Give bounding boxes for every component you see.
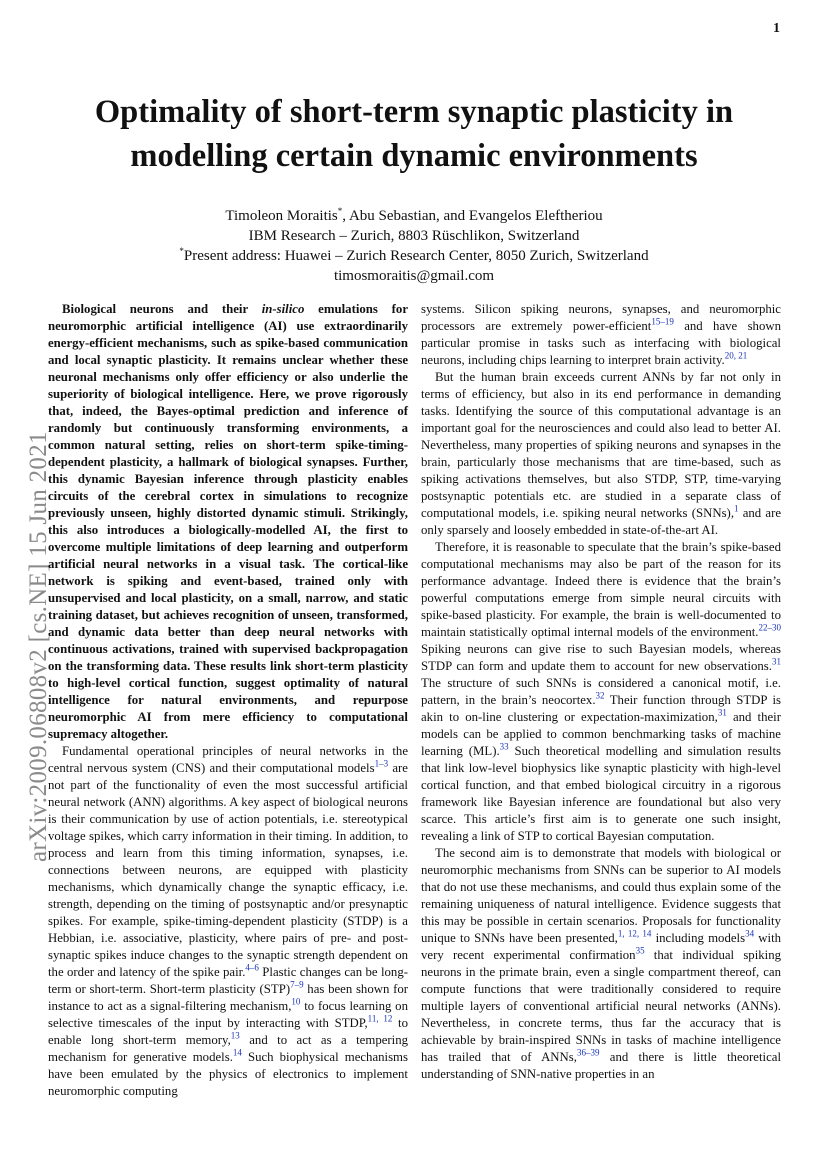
body-paragraph: But the human brain exceeds current ANNs by far not only in terms of efficiency, but also in its end performance in demanding tasks. Identifying the source of this computational advantage is an important goal for the neurosciences and could also lead to better AI. Nevertheless, many properties of spiking neurons and synapses in the brain, particularly those mechanisms that are time-based, such as spiking activations themselves, but also STDP, STP, time-varying postsynaptic potentials etc. are studied in a separate class of computational models, i.e. spiking neural networks (SNNs),$^1$ and are only sparsely and loosely embedded in state-of-the-art AI. <box>421 370 782 537</box>
citation[interactable]: 35 <box>635 945 645 956</box>
citation[interactable]: 22–30 <box>758 622 781 633</box>
body-paragraph: The second aim is to demonstrate that models with biological or neuromorphic mechanisms from SNNs can be superior to AI models that do not use these mechanisms, and could thus explain some of the remaining uniqueness of natural intelligence. Evidence suggests that this may be possible in certain scenarios. Proposals for functionality unique to SNNs have been presented,$^{1, 12, 14}$ including models$^{34}$ with very recent experimental confirmation$^{35}$ that individual spiking neurons in the primate brain, even a single compartment thereof, can compute functions that were traditionally considered to require multiple layers of conventional artificial neural networks (ANNs). Nevertheless, in concrete terms, thus far the accuracy that is achievable by brain-inspired SNNs in tasks of machine intelligence has trailed that of ANNs,$^{36-39}$ and there is little theoretical understanding of SNN-native properties in an <box>421 846 782 1081</box>
arxiv-side-stamp: arXiv:2009.06808v2 [cs.NE] 15 Jun 2021 <box>25 431 52 862</box>
author-footnote-star: * <box>337 206 343 216</box>
author-block <box>60 206 768 286</box>
abstract-italic: in-silico <box>261 302 305 316</box>
citation[interactable]: 36–39 <box>576 1047 600 1058</box>
title-line-2: modelling certain dynamic environments <box>130 138 698 174</box>
body-paragraph-continued: systems. Silicon spiking neurons, synapses, and neuromorphic processors are extremely power-efficient$^{15-19}$ and have shown particular promise in tasks such as interfacing with biological neurons, including chips learning to interpret brain activity.$^{20, 21}$ <box>421 302 781 367</box>
author-affiliation: IBM Research – Zurich, 8803 Rüschlikon, Switzerland <box>248 228 580 244</box>
author-names: Timoleon Moraitis*, Abu Sebastian, and Evangelos Eleftheriou <box>225 206 603 224</box>
page-number: 1 <box>773 21 780 36</box>
citation[interactable]: 13 <box>230 1030 240 1041</box>
citation[interactable]: 4–6 <box>245 962 259 973</box>
citation[interactable]: 1 <box>734 503 739 514</box>
abstract: Biological neurons and their in-silico emulations for neuromorphic artificial intelligence (AI) use extraordinarily energy-efficient mechanisms, such as spike-based communication and local synaptic plasticity. It remains unclear whether these neuronal mechanisms only offer efficiency or also underlie the superiority of biological intelligence. Here, we prove rigorously that, indeed, the Bayes-optimal prediction and inference of randomly but continuously transforming environments, a common natural setting, relies on short-term spike-timing-dependent plasticity, a hallmark of biological synapses. Further, this dynamic Bayesian inference through plasticity enables circuits of the cerebral cortex in simulations to recognize previously unseen, highly distorted dynamic stimuli. Strikingly, this also introduces a biologically-modelled AI, the first to overcome multiple limitations of deep learning and outperform artificial neural networks in a visual task. The cortical-like network is spiking and event-based, trained only with unsupervised and local plasticity, on a small, narrow, and static training dataset, but achieves recognition of unseen, transformed, and dynamic data better than deep neural networks with continuous activations, trained with supervised backpropagation on the transforming data. These results link short-term plasticity to high-level cortical function, suggest optimality of natural intelligence for natural environments, and repurpose neuromorphic AI from mere efficiency to computational supremacy altogether. <box>48 302 408 741</box>
citation[interactable]: 31 <box>772 656 781 667</box>
present-address: *Present address: Huawei – Zurich Research Center, 8050 Zurich, Switzerland <box>179 246 649 264</box>
citation[interactable]: 1–3 <box>374 758 389 769</box>
citation[interactable]: 11, 12 <box>367 1013 393 1024</box>
paper-title <box>40 90 788 178</box>
citation[interactable]: 34 <box>745 928 755 939</box>
citation[interactable]: 31 <box>717 707 727 718</box>
citation[interactable]: 33 <box>499 741 509 752</box>
citation[interactable]: 14 <box>232 1047 242 1058</box>
left-column <box>48 301 408 1100</box>
title-line-1: Optimality of short-term synaptic plasticity in <box>94 94 734 130</box>
citation[interactable]: 1, 12, 14 <box>617 928 652 939</box>
body-paragraph: Therefore, it is reasonable to speculate that the brain’s spike-based computational mechanisms may also be part of the reason for its performance advantage. Indeed there is evidence that the brain’s powerful computations emerge from simple neural circuits with spike-based plasticity. For example, the brain is well-documented to maintain statistically optimal internal models of the environment.$^{22-30}$ Spiking neurons can give rise to such Bayesian models, whereas STDP can form and update them to account for new observations.$^{31}$ The structure of such SNNs is considered a canonical motif, i.e. pattern, in the brain’s neocortex.$^{32}$ Their function through STDP is akin to on-line clustering or expectation-maximization,$^{31}$ and their models can be applied to common benchmarking tasks of machine learning (ML).$^{33}$ Such theoretical modelling and simulation results that link low-level biophysics like synaptic plasticity with high-level cortical function, and that embed biological circuitry in a rigorous framework like Bayesian inference are foundational but also very scarce. This article’s first aim is to generate one such insight, revealing a link of STP to cortical Bayesian computation. <box>421 540 781 843</box>
author-email: timosmoraitis@gmail.com <box>333 268 495 284</box>
citation[interactable]: 32 <box>595 690 605 701</box>
body-paragraph: Fundamental operational principles of neural networks in the central nervous system (CNS) and their computational models$^{1-3}$ are not part of the functionality of even the most successful artificial neural network (ANN) algorithms. A key aspect of biological neurons is their communication by use of action potentials, i.e. stereotypical voltage spikes, which carry information in their timing. In addition, to process and learn from this timing information, synapses, i.e. connections between neurons, are equipped with plasticity mechanisms, which dynamically change the synaptic efficacy, i.e. strength, depending on the timing of postsynaptic and/or presynaptic spikes. For example, spike-timing-dependent plasticity (STDP) is a Hebbian, i.e. associative, plasticity, where pairs of pre- and post-synaptic spikes induce changes to the synaptic strength dependent on the order and latency of the spike pair.$^{4-6}$ Plastic changes can be long-term or short-term. Short-term plasticity (STP)$^{7-9}$ has been shown for instance to act as a signal-filtering mechanism,$^{10}$ to focus learning on selective timescales of the input by interacting with STDP,$^{11, 12}$ to enable long short-term memory,$^{13}$ and to act as a tempering mechanism for generative models.$^{14}$ Such biophysical mechanisms have been emulated by the physics of electronics to implement neuromorphic computing <box>48 744 409 1098</box>
citation[interactable]: 7–9 <box>290 979 304 990</box>
citation[interactable]: 15–19 <box>651 316 674 327</box>
citation[interactable]: 10 <box>291 996 301 1007</box>
citation[interactable]: 20, 21 <box>724 350 748 361</box>
right-column <box>421 301 781 1083</box>
